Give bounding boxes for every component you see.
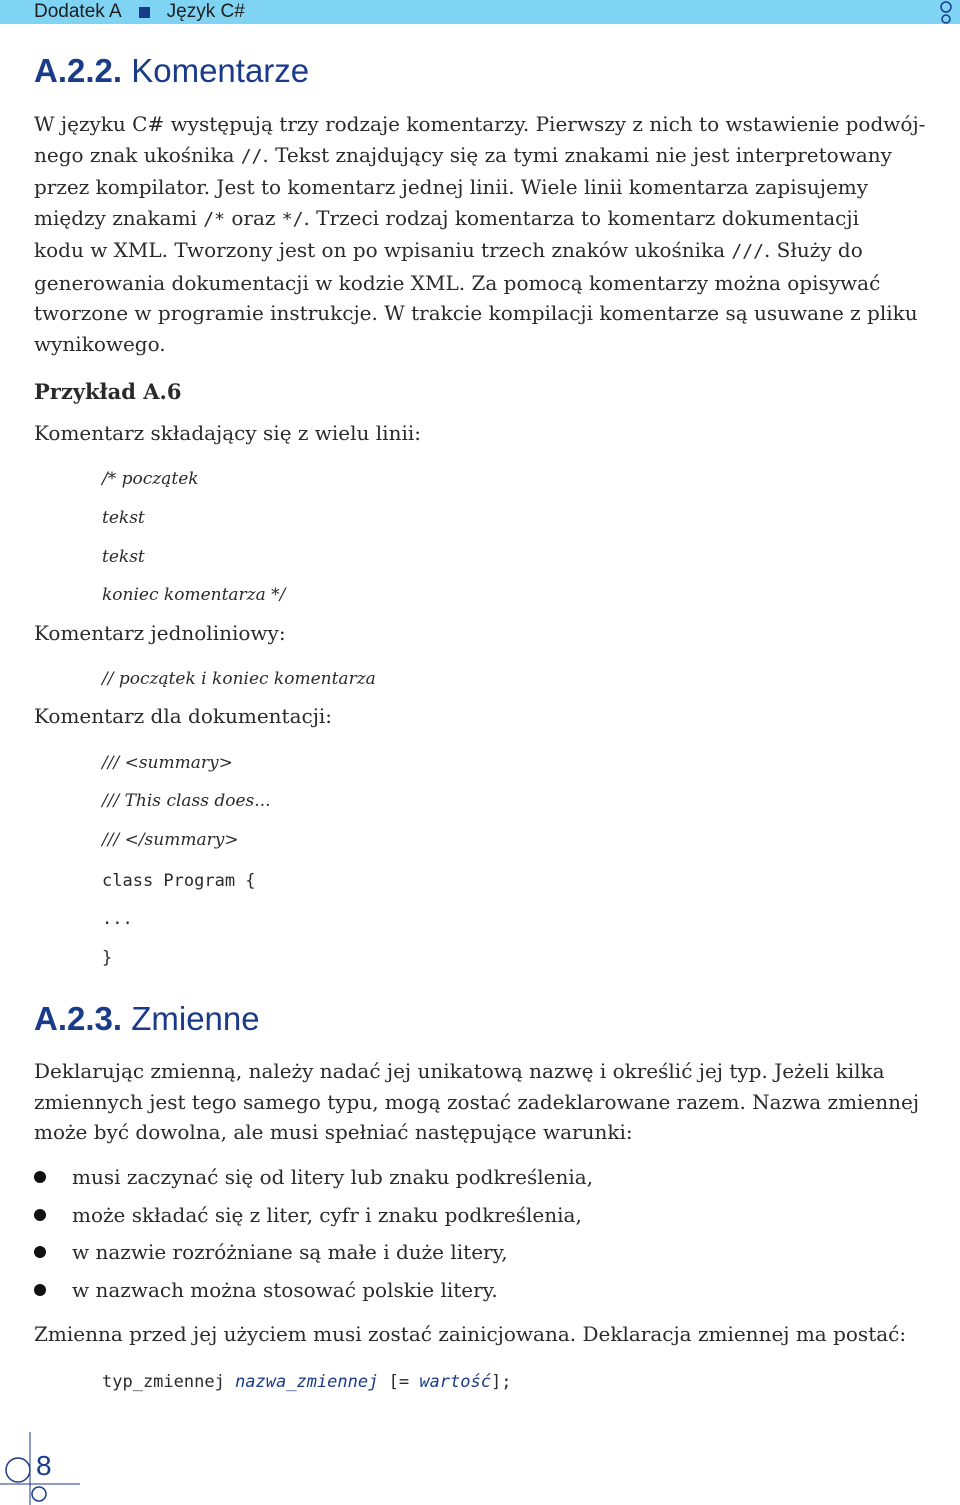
- list-item: w nazwach można stosować polskie litery.: [34, 1273, 934, 1311]
- code-line: /// This class does...: [102, 791, 271, 811]
- inline-code: /*: [203, 208, 225, 230]
- text-line: przez kompilator. Jest to komentarz jednej linii. Wiele linii komentarza zapisujemy: [34, 175, 869, 199]
- declaration-syntax: typ_zmiennej nazwa_zmiennej [= wartość];: [102, 1372, 512, 1392]
- code-line: tekst: [102, 508, 145, 528]
- book-title: Język C#: [166, 1, 245, 22]
- page-number: 8: [36, 1450, 52, 1481]
- list-item: musi zaczynać się od litery lub znaku podkreślenia,: [34, 1160, 934, 1198]
- text-line: między znakami /* oraz */. Trzeci rodzaj komentarza to komentarz dokumentacji: [34, 205, 859, 230]
- inline-code: ///: [731, 241, 764, 262]
- running-header: [0, 0, 960, 24]
- square-bullet-icon: [139, 7, 150, 18]
- intro-paragraph: [34, 109, 956, 359]
- code-line: /// <summary>: [102, 753, 233, 773]
- example-label: Przykład A.6: [34, 379, 182, 404]
- text-line: Deklarując zmienną, należy nadać jej unikatową nazwę i określić jej typ. Jeżeli kilka: [34, 1059, 885, 1083]
- text-line: zmiennych jest tego samego typu, mogą zostać zadeklarowane razem. Nazwa zmiennej: [34, 1089, 920, 1114]
- section-number: A.2.3.: [34, 1000, 123, 1037]
- code-line: }: [102, 948, 113, 968]
- code-line: /* początek: [102, 469, 199, 489]
- corner-ornament-icon: [938, 0, 954, 24]
- code-line: ...: [102, 909, 133, 929]
- bullet-icon: [34, 1209, 46, 1221]
- bullet-icon: [34, 1246, 46, 1258]
- section-heading-komentarze: [34, 52, 309, 90]
- text-line: generowania dokumentacji w kodzie XML. Za pomocą komentarzy można opisywać: [34, 270, 881, 295]
- code-line: class Program {: [102, 871, 256, 891]
- section-title: Komentarze: [131, 52, 310, 89]
- code-line: /// </summary>: [102, 830, 239, 850]
- zmienne-paragraph: [34, 1056, 956, 1148]
- bullet-icon: [34, 1284, 46, 1296]
- single-line-caption: Komentarz jednoliniowy:: [34, 621, 286, 645]
- list-item: może składać się z liter, cyfr i znaku podkreślenia,: [34, 1198, 934, 1236]
- declaration-intro: Zmienna przed jej użyciem musi zostać zainicjowana. Deklaracja zmiennej ma postać:: [34, 1322, 907, 1346]
- text-line: kodu w XML. Tworzony jest on po wpisaniu trzech znaków ukośnika ///. Służy do: [34, 238, 863, 262]
- inline-code: //: [240, 145, 263, 167]
- section-title: Zmienne: [131, 1000, 260, 1037]
- multi-line-caption: Komentarz składający się z wielu linii:: [34, 421, 421, 445]
- bullet-icon: [34, 1171, 46, 1183]
- text-line: nego znak ukośnika //. Tekst znajdujący się za tymi znakami nie jest interpretowany: [34, 142, 892, 167]
- code-line: tekst: [102, 547, 145, 567]
- text-line: może być dowolna, ale musi spełniać następujące warunki:: [34, 1120, 633, 1144]
- code-line: koniec komentarza */: [102, 585, 286, 605]
- text-line: wynikowego.: [34, 331, 166, 356]
- inline-code: */: [281, 208, 304, 230]
- section-heading-zmienne: [34, 1000, 260, 1038]
- text-line: tworzone w programie instrukcje. W trakcie kompilacji komentarze są usuwane z pliku: [34, 301, 918, 325]
- doc-caption: Komentarz dla dokumentacji:: [34, 704, 333, 728]
- text-line: W języku C# występują trzy rodzaje komentarzy. Pierwszy z nich to wstawienie podwój-: [34, 112, 926, 136]
- rules-list: [34, 1160, 934, 1311]
- list-item: w nazwie rozróżniane są małe i duże litery,: [34, 1235, 934, 1273]
- chapter-label: Dodatek A: [34, 1, 122, 22]
- code-line: // początek i koniec komentarza: [102, 669, 376, 689]
- section-number: A.2.2.: [34, 52, 123, 89]
